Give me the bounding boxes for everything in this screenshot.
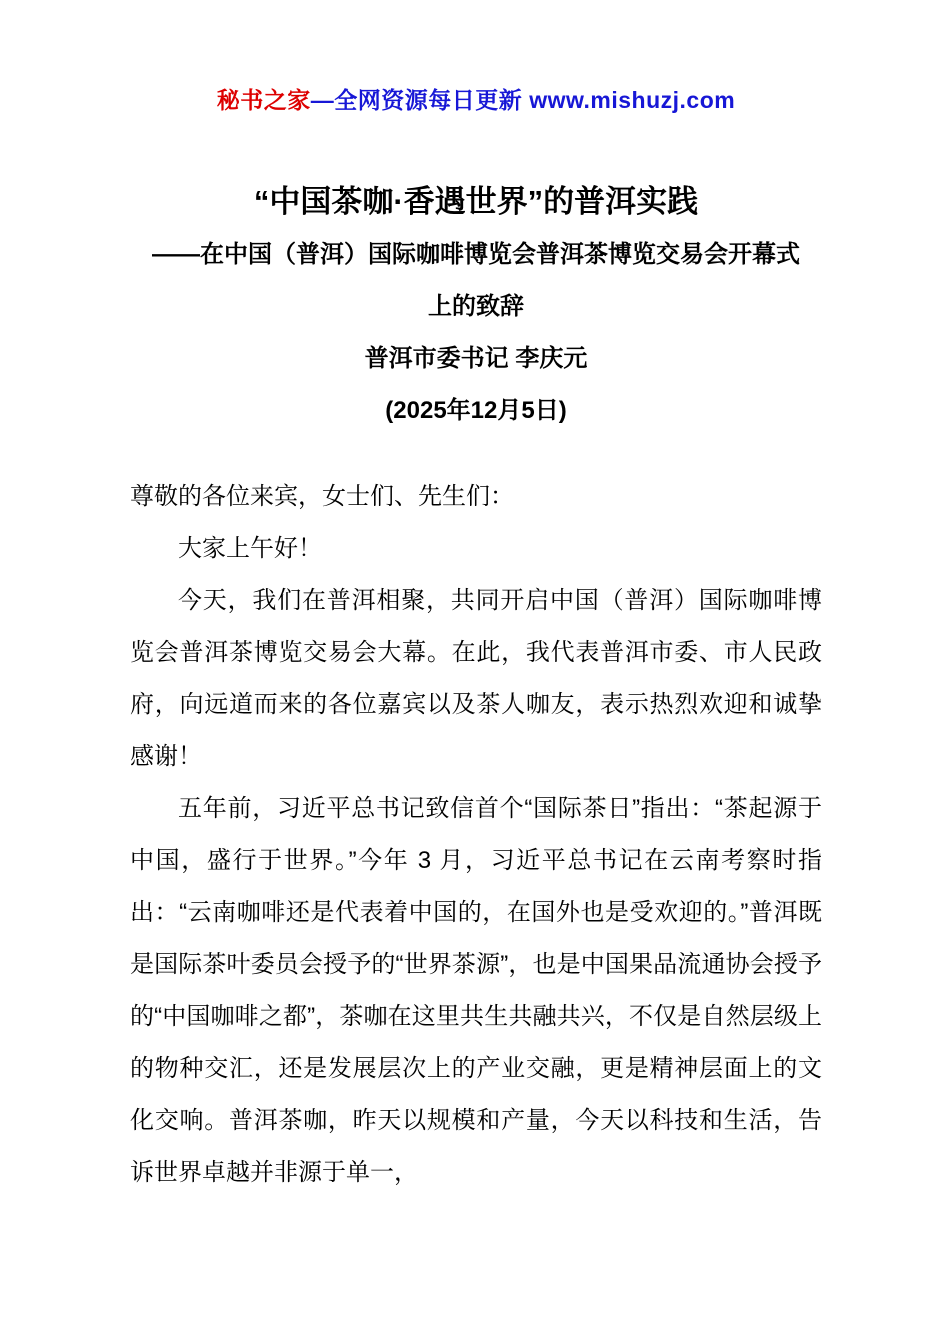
document-body xyxy=(130,471,822,1199)
paragraph-greeting: 大家上午好！ xyxy=(178,535,322,562)
paragraph-welcome: 今天，我们在普洱相聚，共同开启中国（普洱）国际咖啡博览会普洱茶博览交易会大幕。在此，我代表普洱市委、市人民政府，向远道而来的各位嘉宾以及茶人咖友，表示热烈欢迎和诚挚感谢！ xyxy=(130,587,822,770)
subtitle-line-1: ——在中国（普洱）国际咖啡博览会普洱茶博览交易会开幕式 xyxy=(152,241,800,268)
paragraph-main: 五年前，习近平总书记致信首个“国际茶日”指出：“茶起源于中国，盛行于世界。”今年 3 月，习近平总书记在云南考察时指出：“云南咖啡还是代表着中国的，在国外也是受欢迎的。”普洱既是国际茶叶委员会授予的“世界茶源”，也是中国果品流通协会授予的“中国咖啡之都”，茶咖在这里共生共融共兴，不仅是自然层级上的物种交汇，还是发展层次上的产业交融，更是精神层面上的文化交响。普洱茶咖，昨天以规模和产量，今天以科技和生活，告诉世界卓越并非源于单一， xyxy=(130,795,822,1186)
paragraph-salutation: 尊敬的各位来宾，女士们、先生们： xyxy=(130,483,514,510)
site-url: www.mishuzj.com xyxy=(529,87,736,113)
document-date: (2025年12月5日) xyxy=(385,397,567,424)
site-header xyxy=(130,85,822,115)
document-subtitle xyxy=(130,229,822,333)
site-tagline: —全网资源每日更新 xyxy=(310,87,530,113)
site-name: 秘书之家 xyxy=(216,87,311,113)
document-author: 普洱市委书记 李庆元 xyxy=(364,345,588,372)
subtitle-line-2: 上的致辞 xyxy=(428,293,524,320)
document-title: “中国茶咖·香遇世界”的普洱实践 xyxy=(253,184,699,219)
